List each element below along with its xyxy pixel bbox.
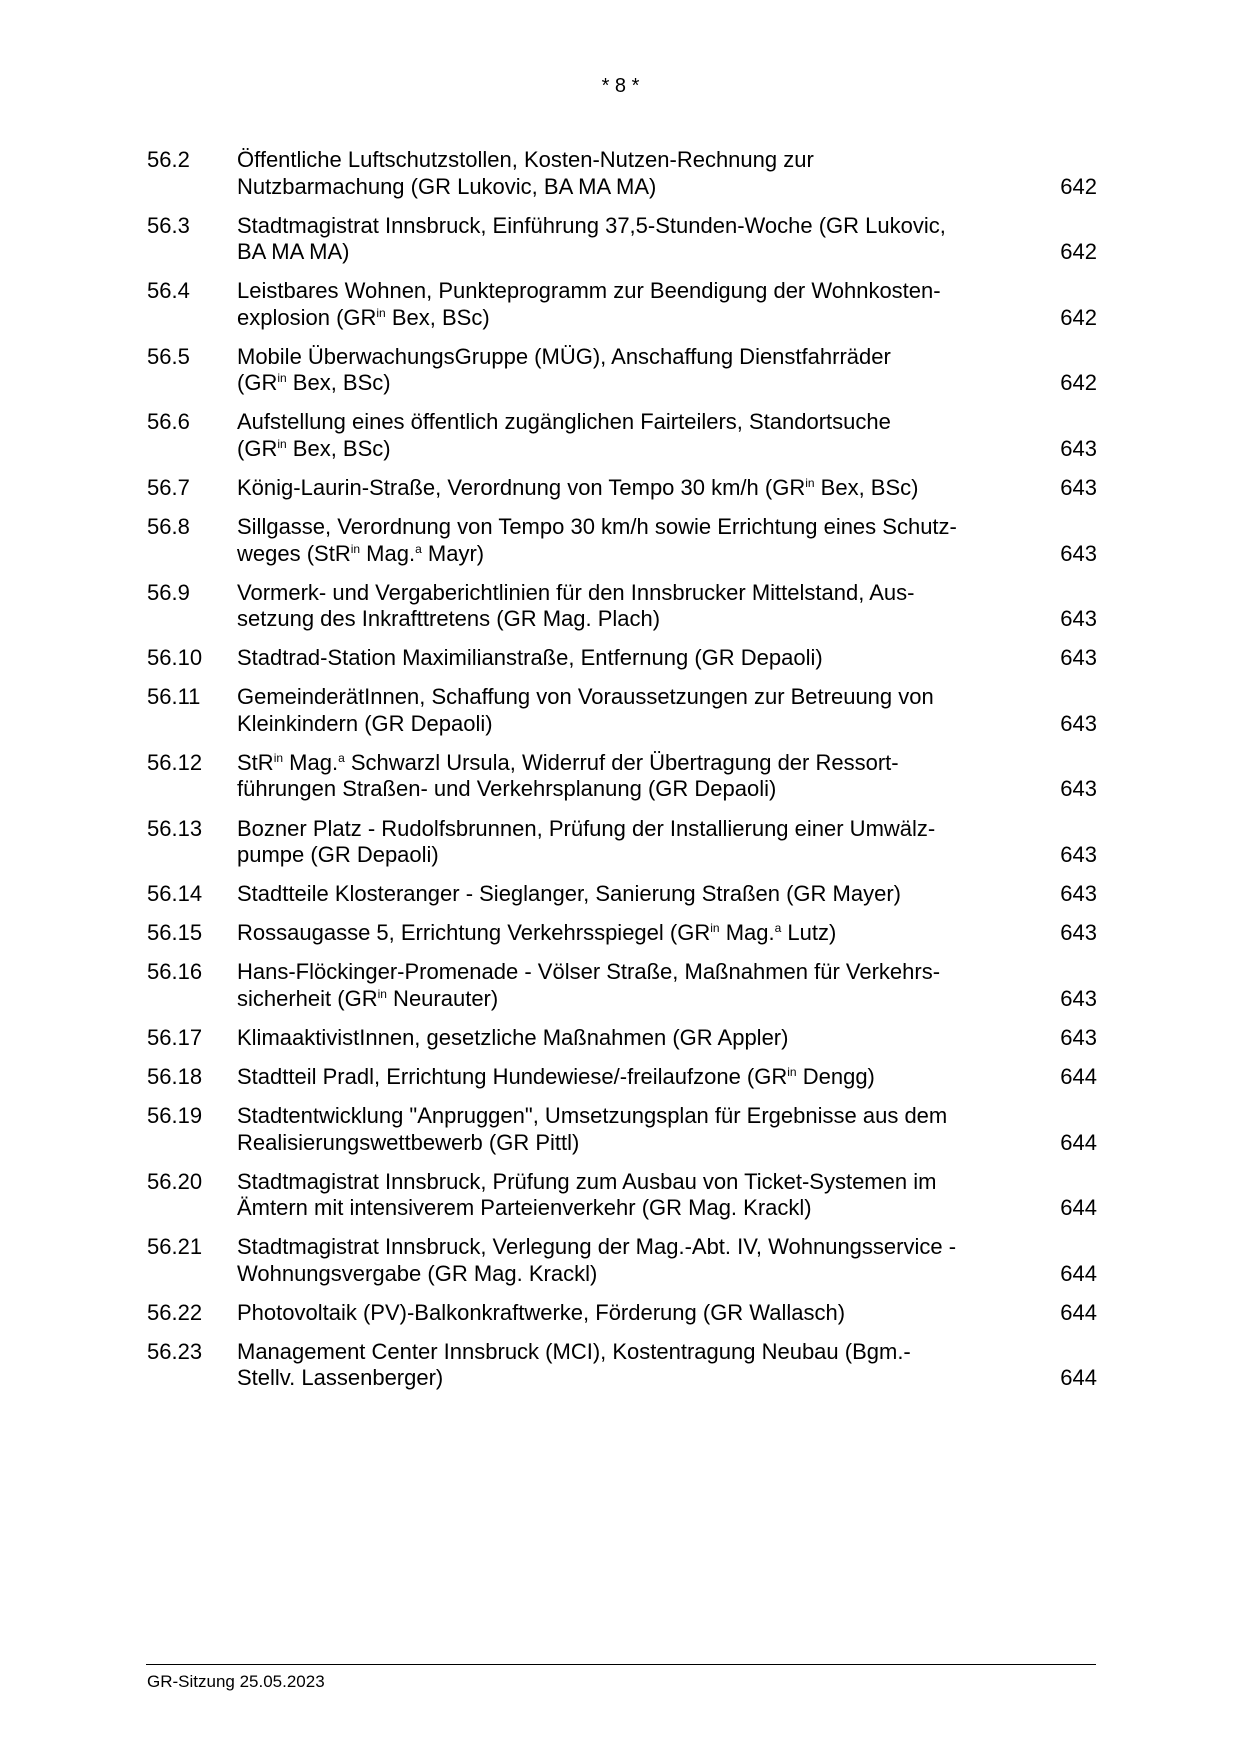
toc-entry-number: 56.5 — [147, 343, 190, 369]
toc-entry-number: 56.16 — [147, 959, 203, 985]
toc-entry-number: 56.8 — [147, 514, 190, 540]
toc-entry-page: 643 — [1060, 710, 1097, 736]
toc-entry — [147, 881, 1097, 908]
toc-entry — [147, 684, 1097, 737]
toc-entry-page: 643 — [1060, 985, 1097, 1011]
toc-entry — [147, 1025, 1097, 1052]
toc-entry-number: 56.11 — [147, 684, 201, 710]
toc-entry-page: 643 — [1060, 1024, 1097, 1050]
toc-entry-page: 643 — [1060, 435, 1097, 461]
toc-entry — [147, 920, 1097, 947]
table-of-contents — [147, 147, 1097, 1405]
toc-entry-number: 56.20 — [147, 1168, 203, 1194]
toc-entry-page: 642 — [1060, 304, 1097, 330]
toc-entry-title: Sillgasse, Verordnung von Tempo 30 km/h sowie Errichtung eines Schutz- weges (StR$^{in}$ Mag.$^a$ Mayr) — [237, 514, 957, 566]
toc-entry-number: 56.6 — [147, 409, 190, 435]
toc-entry-number: 56.9 — [147, 579, 190, 605]
toc-entry — [147, 475, 1097, 502]
toc-entry-title: Leistbares Wohnen, Punkteprogramm zur Beendigung der Wohnkosten- explosion ($GR^{in}$ Bex, BSc) — [237, 278, 941, 330]
toc-entry-title: GemeinderätInnen, Schaffung von Voraussetzungen zur Betreuung von Kleinkindern (GR Depaoli) — [237, 684, 934, 736]
toc-entry-page: 643 — [1060, 645, 1097, 671]
toc-entry-page: 643 — [1060, 842, 1097, 868]
toc-entry-page: 642 — [1060, 173, 1097, 199]
toc-entry — [147, 645, 1097, 672]
toc-entry-page: 643 — [1060, 776, 1097, 802]
toc-entry-page: 642 — [1060, 370, 1097, 396]
toc-entry-number: 56.4 — [147, 278, 190, 304]
toc-entry-title: Hans-Flöckinger-Promenade - Völser Straße, Maßnahmen für Verkehrs- sicherheit ($GR^{in}$ Neurauter) — [237, 959, 941, 1011]
toc-entry-title: Stadtentwicklung "Anpruggen", Umsetzungsplan für Ergebnisse aus dem Realisierungswettbewerb (GR Pittl) — [237, 1103, 948, 1155]
page-number-marker: * 8 * — [601, 75, 640, 97]
toc-entry-number: 56.22 — [147, 1299, 203, 1325]
toc-entry-page: 642 — [1060, 239, 1097, 265]
toc-entry — [147, 816, 1097, 869]
toc-entry — [147, 213, 1097, 266]
toc-entry-title: Stadtmagistrat Innsbruck, Verlegung der Mag.-Abt. IV, Wohnungsservice - Wohnungsvergabe (GR Mag. Krackl) — [237, 1234, 957, 1286]
toc-entry-number: 56.13 — [147, 815, 203, 841]
toc-entry-page: 644 — [1060, 1365, 1097, 1391]
toc-entry — [147, 514, 1097, 567]
toc-entry — [147, 147, 1097, 200]
toc-entry — [147, 1339, 1097, 1392]
toc-entry-title: Stadtrad-Station Maximilianstraße, Entfernung (GR Depaoli) — [237, 645, 823, 671]
toc-entry — [147, 580, 1097, 633]
toc-entry-title: Bozner Platz - Rudolfsbrunnen, Prüfung der Installierung einer Umwälz- pumpe (GR Depaoli) — [237, 815, 936, 868]
toc-entry-page: 644 — [1060, 1195, 1097, 1221]
toc-entry-number: 56.17 — [147, 1024, 203, 1050]
toc-entry-title: Stadtteile Klosteranger - Sieglanger, Sanierung Straßen (GR Mayer) — [237, 881, 901, 907]
toc-entry-number: 56.14 — [147, 881, 203, 907]
toc-entry-title: StR$^{in}$ Mag.$^a$ Schwarzl Ursula, Widerruf der Übertragung der Ressort- führungen Straßen- und Verkehrsplanung (GR Depaoli) — [237, 749, 899, 802]
toc-entry — [147, 1300, 1097, 1327]
toc-entry-page: 644 — [1060, 1064, 1097, 1089]
toc-entry-number: 56.19 — [147, 1103, 203, 1129]
toc-entry-page: 644 — [1060, 1260, 1097, 1286]
toc-entry-title: König-Laurin-Straße, Verordnung von Tempo 30 km/h ($GR^{in}$ Bex, BSc) — [237, 474, 919, 500]
toc-entry — [147, 750, 1097, 803]
toc-entry-page: 643 — [1060, 474, 1097, 500]
toc-entry-number: 56.12 — [147, 749, 203, 775]
toc-entry-title: Photovoltaik (PV)-Balkonkraftwerke, Förderung (GR Wallasch) — [237, 1299, 846, 1325]
toc-entry-number: 56.21 — [147, 1234, 203, 1260]
toc-entry — [147, 1103, 1097, 1156]
toc-entry-page: 643 — [1060, 881, 1097, 907]
toc-entry-title: KlimaaktivistInnen, gesetzliche Maßnahmen (GR Appler) — [237, 1024, 789, 1050]
toc-entry — [147, 344, 1097, 397]
toc-entry-title: Vormerk- und Vergaberichtlinien für den Innsbrucker Mittelstand, Aus- setzung des Inkrafttretens (GR Mag. Plach) — [237, 579, 915, 632]
toc-entry — [147, 278, 1097, 331]
toc-entry-page: 643 — [1060, 606, 1097, 632]
footer-session-date: GR-Sitzung 25.05.2023 — [147, 1672, 325, 1691]
footer-divider — [146, 1664, 1096, 1665]
toc-entry-number: 56.3 — [147, 212, 190, 238]
toc-entry-number: 56.7 — [147, 474, 190, 500]
toc-entry-page: 644 — [1060, 1129, 1097, 1155]
toc-entry-title: Management Center Innsbruck (MCI), Kostentragung Neubau (Bgm.- Stellv. Lassenberger) — [237, 1338, 911, 1391]
toc-entry-number: 56.18 — [147, 1064, 203, 1089]
toc-entry — [147, 959, 1097, 1012]
toc-entry-number: 56.15 — [147, 920, 203, 946]
toc-entry-number: 56.23 — [147, 1338, 203, 1364]
toc-entry — [147, 1169, 1097, 1222]
toc-entry-title: Stadtmagistrat Innsbruck, Einführung 37,5-Stunden-Woche (GR Lukovic, BA MA MA) — [237, 212, 946, 265]
toc-entry-title: Stadtteil Pradl, Errichtung Hundewiese/-freilaufzone ($GR^{in}$ Dengg) — [237, 1064, 875, 1089]
toc-entry-number: 56.2 — [147, 147, 190, 172]
toc-entry-title: Aufstellung eines öffentlich zugänglichen Fairteilers, Standortsuche ($GR^{in}$ Bex, BSc) — [237, 409, 891, 461]
toc-entry — [147, 1234, 1097, 1287]
toc-entry-title: Mobile ÜberwachungsGruppe (MÜG), Anschaffung Dienstfahrräder ($GR^{in}$ Bex, BSc) — [237, 343, 891, 396]
toc-entry-title: Öffentliche Luftschutzstollen, Kosten-Nutzen-Rechnung zur Nutzbarmachung (GR Lukovic, BA MA MA) — [237, 147, 814, 199]
toc-entry-page: 643 — [1060, 920, 1097, 946]
toc-entry — [147, 409, 1097, 462]
toc-entry-title: Rossaugasse 5, Errichtung Verkehrsspiegel ($GR^{in}$ Mag.$^a$ Lutz) — [237, 920, 837, 946]
toc-entry-title: Stadtmagistrat Innsbruck, Prüfung zum Ausbau von Ticket-Systemen im Ämtern mit intensiverem Parteienverkehr (GR Mag. Krackl) — [237, 1168, 937, 1221]
toc-entry-page: 644 — [1060, 1299, 1097, 1325]
toc-entry — [147, 1064, 1097, 1091]
toc-entry-number: 56.10 — [147, 645, 203, 671]
toc-entry-page: 643 — [1060, 540, 1097, 566]
